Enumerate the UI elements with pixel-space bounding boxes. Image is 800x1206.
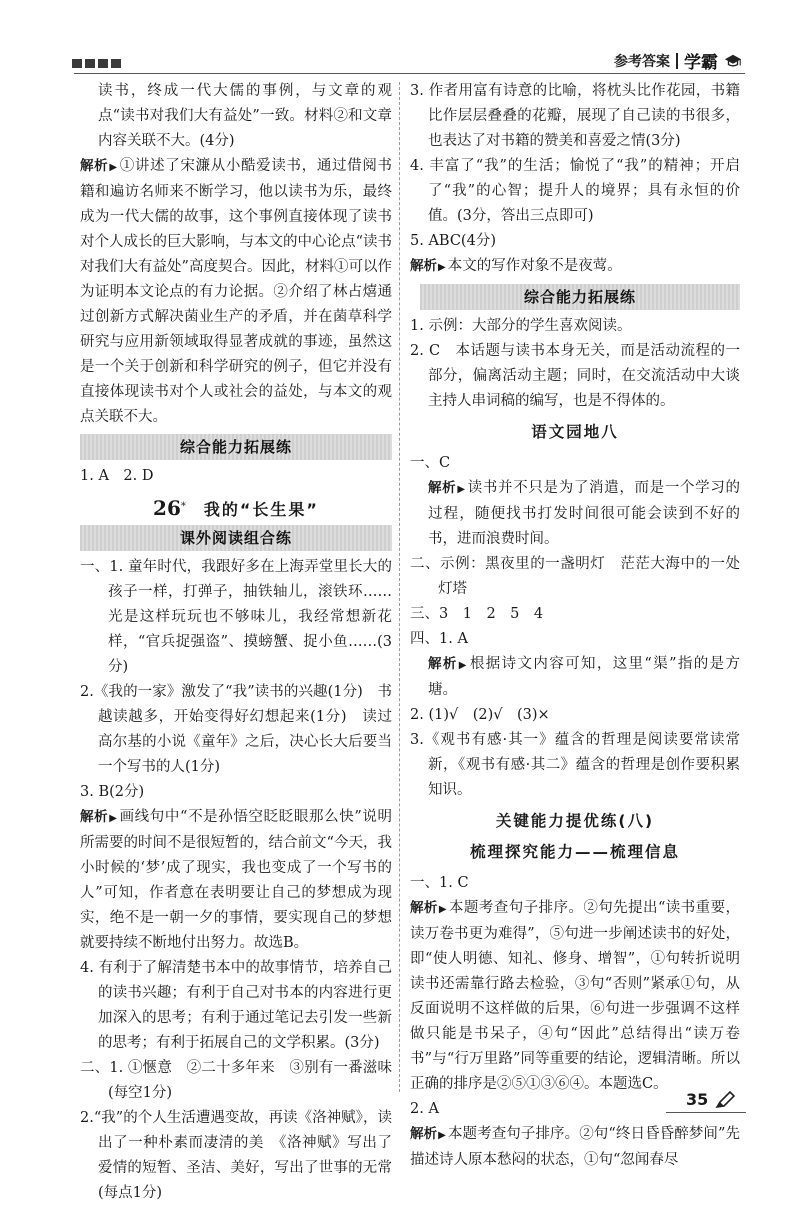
section-title: 语文园地八: [531, 423, 619, 441]
analysis-text: 读书并不只是为了消遣，而是一个学习的过程，随便找书打发时间很可能会读到不好的书，进而浪费时间。: [428, 480, 741, 547]
left-column: [80, 79, 407, 1206]
analysis-label: 解析: [80, 809, 109, 825]
triangle-icon: ▶: [438, 262, 446, 273]
triangle-icon: ▶: [109, 162, 118, 173]
answer-text: 一、C: [410, 455, 451, 471]
section-title: 关键能力提优练(八): [495, 812, 655, 830]
answer-text: 2.“我”的个人生活遭遇变故，再读《洛神赋》，读出了一种朴素而凄清的美 《洛神赋》写出了爱情的短暂、圣洁、美好，写出了世事的无常(每点1分): [80, 1110, 392, 1201]
section-band: 综合能力拓展练: [420, 284, 740, 310]
analysis-label: 解析: [410, 258, 437, 274]
triangle-icon: ▶: [458, 660, 468, 671]
answer-text: 3. B(2分): [80, 784, 145, 800]
answer-text: 3. 作者用富有诗意的比喻，将枕头比作花园，书籍比作层层叠叠的花瓣，展现了自己读的书很多，也表达了对书籍的赞美和喜爱之情(3分): [410, 83, 740, 149]
analysis-block: [410, 896, 740, 1097]
lesson-number: 26: [153, 495, 181, 520]
analysis-label: 解析: [410, 1126, 438, 1142]
triangle-icon: ▶: [438, 904, 447, 915]
triangle-icon: ▶: [438, 1130, 446, 1141]
answer-text: 一、1. 童年时代，我跟好多在上海弄堂里长大的孩子一样，打弹子，抽铁轴儿，滚铁环…… 光是这样玩玩也不够味儿，我经常想新花样，“官兵捉强盗”、摸螃蟹、捉小鱼……(3分): [80, 559, 407, 675]
answer-text: 3.《观书有感·其一》蕴含的哲理是阅读要常读常新，《观书有感·其二》蕴含的哲理是创作要积累知识。: [410, 732, 740, 798]
answer-text: 2. A: [410, 1101, 439, 1117]
lesson-star: *: [180, 501, 186, 512]
answer-text: 二、1. ①愜意 ②二十多年来 ③别有一番滋味(每空1分): [80, 1060, 392, 1101]
analysis-label: 解析: [80, 158, 109, 174]
analysis-block: [80, 805, 392, 956]
analysis-text: 画线句中“不是孙悟空眨眨眼那么快”说明所需要的时间不是很短暂的，结合前文“今天，我小时候的‘梦’成了现实，我也变成了一个写书的人”可知，作者意在表明要让自己的梦想成为现实，绝不是一朝一夕的事情，要实现自己的梦想就要持续不断地付出努力。故选B。: [80, 809, 393, 951]
header-rule: [74, 73, 745, 74]
lesson-title: 我的“长生果”: [203, 499, 319, 519]
header-decoration: [72, 59, 121, 68]
answer-text: 2. C 本话题与读书本身无关，而是活动流程的一部分，偏离活动主题；同时，在交流活动中大谈主持人串词稿的编写，也是不得体的。: [410, 343, 740, 409]
analysis-block: [410, 652, 740, 703]
lesson-heading: [80, 493, 392, 521]
answer-text: 2.《我的一家》激发了“我”读书的兴趣(1分) 书越读越多，开始变得好幻想起来(1分) 读过高尔基的小说《童年》之后，决心长大后要当一个写书的人(1分): [80, 684, 392, 775]
answer-text: 三、3 1 2 5 4: [410, 606, 544, 622]
analysis-block: [410, 254, 740, 280]
analysis-text: 本文的写作对象不是夜莺。: [447, 258, 622, 274]
triangle-icon: ▶: [109, 813, 118, 824]
analysis-text: ①讲述了宋濂从小酷爱读书，通过借阅书籍和遍访名师来不断学习，他以读书为乐，最终成为一代大儒的故事，这个事例直接体现了读书对个人成长的巨大影响，与本文的中心论点“读书对我们大有益处”高度契合。因此，材料①可以作为证明本文论点的有力论据。②介绍了林占熺通过创新方式解决菌业生产的矛盾，并在菌草科学研究与应用新领域取得显著成就的事迹，虽然这是一个关于创新和科学研究的例子，但它并没有直接体现读书对个人或社会的益处，与本文的观点关联不大。: [80, 158, 393, 425]
graduation-cap-icon: [724, 52, 742, 70]
header-answer-label: 参考答案: [614, 53, 670, 70]
page-header: [614, 48, 742, 73]
header-separator: [676, 53, 678, 69]
analysis-label: 解析: [410, 900, 438, 916]
analysis-block: [410, 476, 740, 552]
analysis-block: [80, 154, 392, 430]
section-subtitle: 梳理探究能力——梳理信息: [469, 843, 680, 861]
right-column: [410, 79, 740, 1173]
analysis-label: 解析: [428, 656, 458, 672]
section-band: 课外阅读组合练: [80, 525, 392, 551]
answer-text: 四、1. A: [410, 631, 468, 647]
answer-text: 5. ABC(4分): [410, 233, 496, 249]
answer-text: 2. (1)√ (2)√ (3)×: [410, 707, 550, 723]
section-band: 综合能力拓展练: [80, 434, 392, 460]
answer-text: 4. 有利于了解清楚书本中的故事情节，培养自己的读书兴趣；有利于自己对书本的内容进行更加深入的思考；有利于通过笔记去引发一些新的思考；有利于拓展自己的文学积累。(3分): [80, 960, 392, 1051]
answer-text: 1. A 2. D: [80, 468, 154, 484]
answer-text: 4. 丰富了“我”的生活；愉悦了“我”的精神；开启了“我”的心智；提升人的境界；具有永恒的价值。(3分，答出三点即可): [410, 158, 740, 224]
analysis-text: 本题考查句子排序。②句先提出“读书重要，读万卷书更为难得”，⑤句进一步阐述读书的好处，即“使人明德、知礼、修身、增智”，①句转折说明读书还需靠行路去检验，③句“否则”紧承①句，从反面说明不这样做的后果，⑥句进一步强调不这样做只能是书呆子，④句“因此”总结得出“读万卷书”与“行万里路”同等重要的结论，逻辑清晰。所以正确的排序是②⑤①③⑥④。本题选C。: [410, 900, 740, 1092]
pencil-icon: [714, 1090, 736, 1110]
answer-text: 读书，终成一代大儒的事例，与文章的观点“读书对我们大有益处”一致。材料②和文章内容关联不大。(4分): [98, 83, 392, 149]
analysis-label: 解析: [428, 480, 457, 496]
page-number: 35: [686, 1090, 709, 1109]
header-brand: 学霸: [684, 53, 718, 73]
triangle-icon: ▶: [457, 484, 466, 495]
answer-text: 一、1. C: [410, 875, 469, 891]
analysis-text: 根据诗文内容可知，这里“渠”指的是方塘。: [428, 656, 741, 698]
footer-rule: [666, 1112, 746, 1113]
answer-text: 二、示例：黑夜里的一盏明灯 茫茫大海中的一处灯塔: [410, 556, 740, 597]
answer-text: 1. 示例：大部分的学生喜欢阅读。: [410, 318, 632, 334]
analysis-text: 本题考查句子排序。②句“终日昏昏醉梦间”先描述诗人原本愁闷的状态，①句“忽闻春尽: [410, 1126, 740, 1168]
